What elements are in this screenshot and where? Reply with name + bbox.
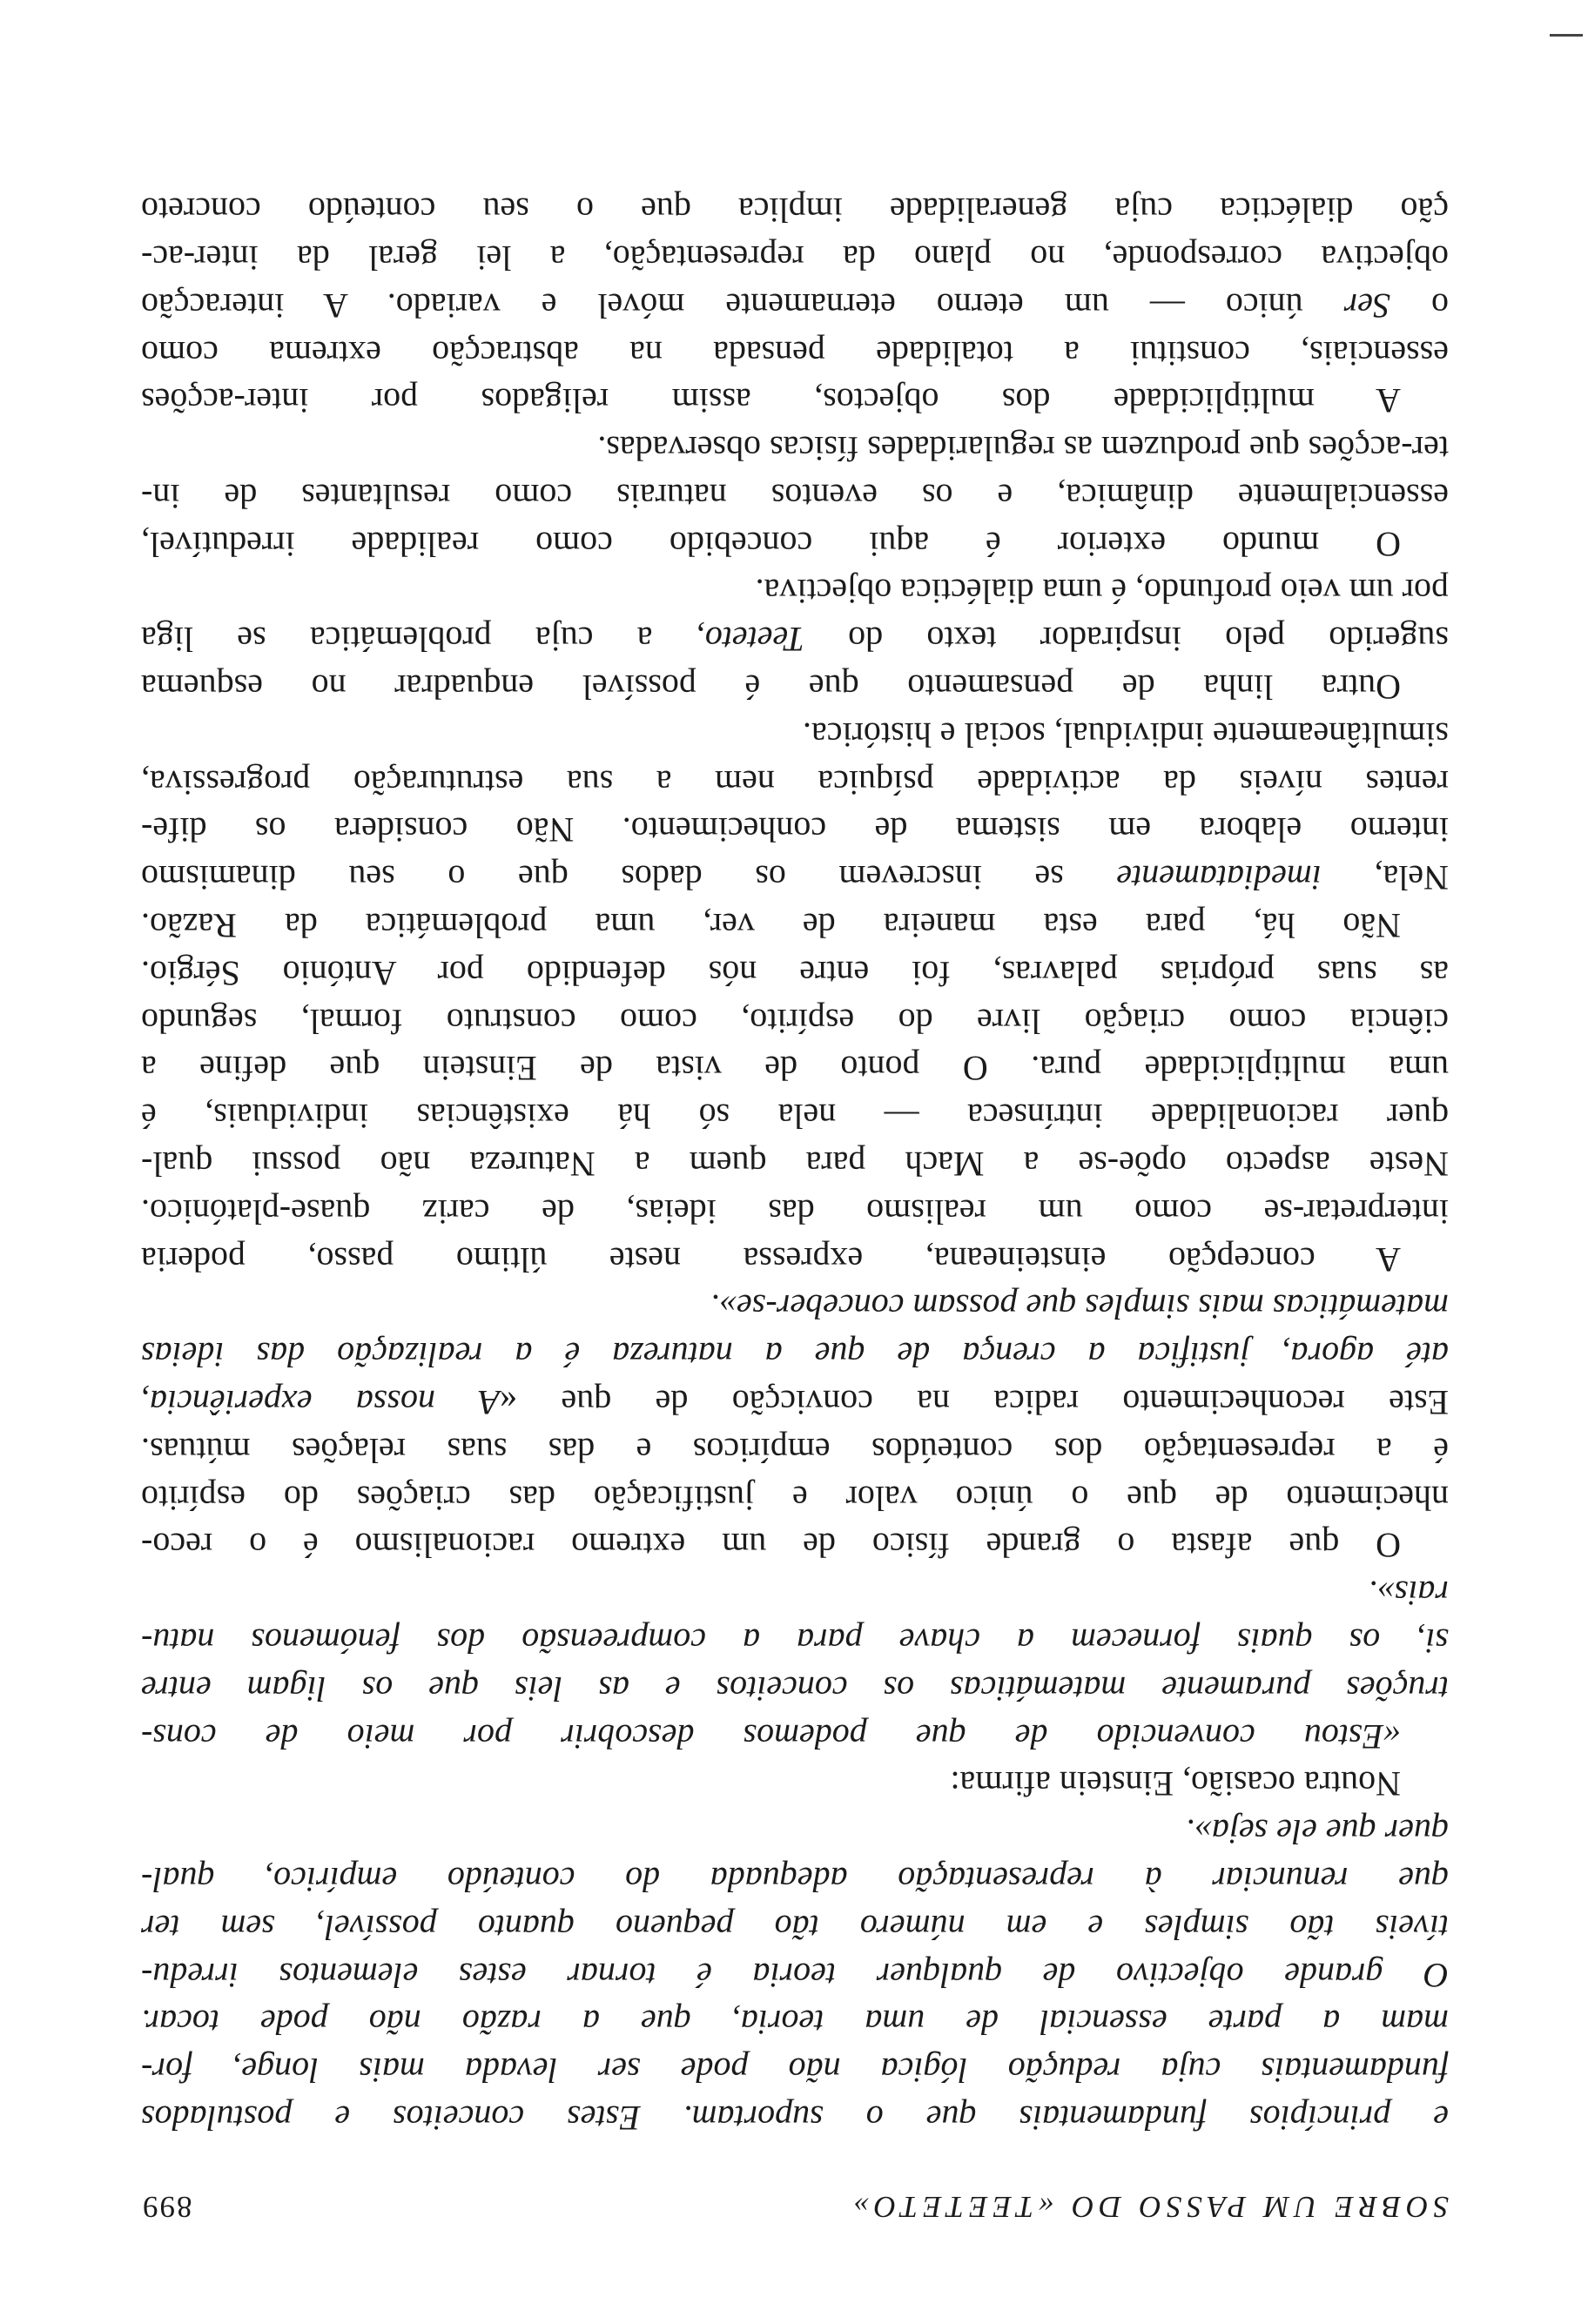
text-line: quer que ele seja». xyxy=(1185,1812,1449,1852)
text-line: nhecimento de que o único valor e justificação das criações do espírito xyxy=(141,1478,1449,1518)
text-line: essenciais, constitui a totalidade pensada na abstracção extrema como xyxy=(141,333,1449,373)
text-line: «Estou convencido de que podemos descobrir por meio de cons- xyxy=(141,1716,1401,1756)
text-line: sugerido pelo inspirador texto do Teeteto, a cuja problemática se liga xyxy=(141,620,1449,660)
text-line: simultâneamente individual, social e histórica. xyxy=(802,715,1449,755)
text-line: que renunciar à representação adequada do conteúdo empírico, qual- xyxy=(141,1860,1449,1900)
text-line: as suas próprias palavras, foi entre nós defendido por António Sérgio. xyxy=(141,953,1449,993)
text-line: O mundo exterior é aqui concebido como realidade irredutível, xyxy=(141,524,1401,564)
text-line: é a representação dos conteúdos empíricos e das suas relações mútuas. xyxy=(141,1430,1449,1470)
text-line: rentes níveis da actividade psíquica nem a sua estruturação progressiva, xyxy=(141,762,1449,803)
text-line: interno elabora em sistema de conhecimento. Não considera os dife- xyxy=(141,810,1449,850)
text-line: uma multiplicidade pura. O ponto de vista de Einstein que define a xyxy=(141,1049,1449,1089)
text-line: tíveis tão simples e em número tão pequeno quanto possível, sem ter xyxy=(141,1907,1449,1947)
text-line: matemáticas mais simples que possam conceber-se». xyxy=(710,1287,1449,1327)
text-line: truções puramente matemáticas os conceitos e as leis que os ligam entre xyxy=(141,1669,1449,1709)
text-line: quer racionalidade intrínseca — nela só há existências individuais, é xyxy=(141,1097,1449,1137)
text-line: ção dialéctica cuja generalidade implica que o seu conteúdo concreto xyxy=(141,191,1449,231)
text-line: e princípios fundamentais que o suportam. Estes conceitos e postulados xyxy=(141,2099,1449,2138)
text-line: até agora, justifica a crença de que a natureza é a realização das ideias xyxy=(141,1335,1449,1375)
text-line: A concepção einsteineana, expressa neste último passo, poderia xyxy=(141,1239,1401,1280)
body-text xyxy=(141,185,1449,2141)
text-line: fundamentais cuja redução lógica não pode ser levada mais longe, for- xyxy=(141,2051,1449,2091)
text-line: ciência como criação livre do espírito, como construto formal, segundo xyxy=(141,1001,1449,1041)
page-number: 899 xyxy=(141,2190,192,2224)
text-line: Nela, imediatamente se inscrevem os dados que o seu dinamismo xyxy=(141,858,1449,898)
text-line: Não há, para esta maneira de ver, uma problemática da Razão. xyxy=(141,906,1401,946)
text-line: interpretar-se como um realismo das ideias, de cariz quase-platónico. xyxy=(141,1192,1449,1232)
text-line: o Ser único — um eterno eternamente móvel e variado. A interacção xyxy=(140,285,1449,326)
text-line: mam a parte essencial de uma teoria, que a razão não pode tocar. xyxy=(141,2003,1449,2043)
text-line: Este reconhecimento radica na convicção de que «A nossa experiência, xyxy=(141,1383,1449,1423)
text-line: essencialmente dinâmica, e os eventos naturais como resultantes de in- xyxy=(141,476,1449,516)
running-title: SOBRE UM PASSO DO «TEETETO» xyxy=(848,2190,1449,2224)
text-line: O que afasta o grande físico de um extremo racionalismo é o reco- xyxy=(141,1526,1401,1566)
text-line: Neste aspecto opõe-se a Mach para quem a Natureza não possui qual- xyxy=(141,1145,1449,1185)
text-line: A multiplicidade dos objectos, assim religados por inter-acções xyxy=(141,381,1401,421)
text-line: por um veio profundo, é uma dialéctica objectiva. xyxy=(755,572,1449,612)
text-line: si, os quais fornecem a chave para a compreensão dos fenómenos natu- xyxy=(141,1622,1449,1662)
scan-edge-mark xyxy=(1550,34,1583,37)
text-line: Outra linha de pensamento que é possível enquadrar no esquema xyxy=(141,668,1401,708)
text-line: objectiva corresponde, no plano da representação, a lei geral da inter-ac- xyxy=(141,238,1449,278)
text-line: ter-acções que produzem as regularidades físicas observadas. xyxy=(597,429,1449,469)
page-header xyxy=(141,2180,1449,2224)
text-line: Noutra ocasião, Einstein afirma: xyxy=(950,1764,1401,1804)
text-line: O grande objectivo de qualquer teoria é tornar estes elementos irredu- xyxy=(141,1955,1449,1995)
text-line: rais». xyxy=(1368,1574,1449,1614)
